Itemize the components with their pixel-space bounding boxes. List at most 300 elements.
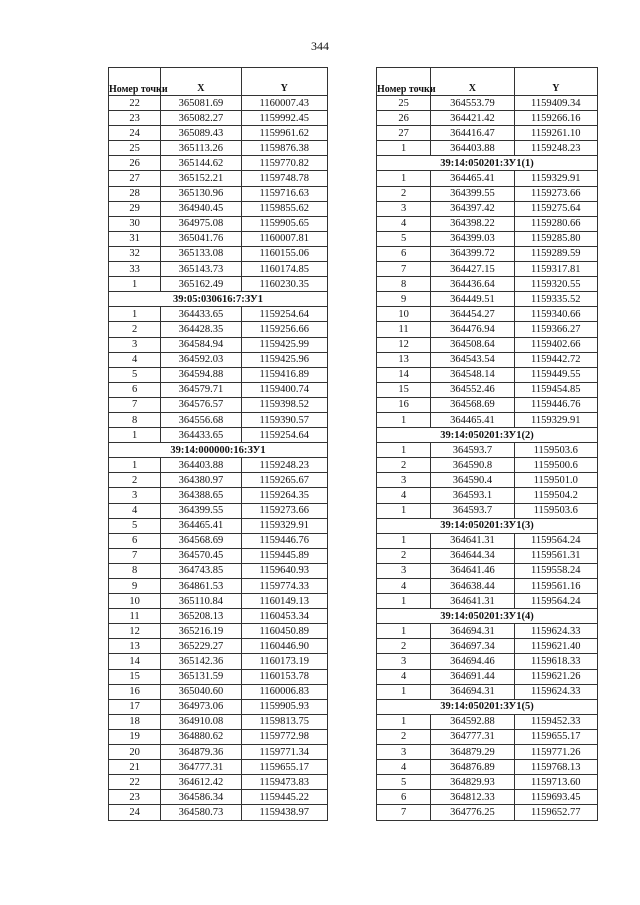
point-number-cell: 28 [109,186,161,201]
y-coordinate-cell: 1159425.99 [241,337,327,352]
x-coordinate-cell: 364638.44 [431,579,514,594]
x-coordinate-cell: 364454.27 [431,307,514,322]
point-number-cell: 2 [377,548,431,563]
x-coordinate-cell: 364777.31 [161,760,241,775]
table-row [377,141,598,156]
y-coordinate-cell: 1159561.16 [514,579,597,594]
x-coordinate-cell: 364543.54 [431,352,514,367]
table-row [109,790,328,805]
point-number-cell: 13 [377,352,431,367]
point-number-cell: 2 [377,186,431,201]
y-coordinate-cell: 1159813.75 [241,714,327,729]
table-row [377,126,598,141]
x-coordinate-cell: 364593.1 [431,488,514,503]
y-coordinate-cell: 1159500.6 [514,458,597,473]
table-row [109,609,328,624]
y-coordinate-cell: 1159655.17 [514,729,597,744]
x-coordinate-cell: 365082.27 [161,111,241,126]
point-number-cell: 13 [109,639,161,654]
x-coordinate-cell: 364743.85 [161,563,241,578]
point-number-cell: 27 [109,171,161,186]
table-row [377,729,598,744]
y-coordinate-cell: 1159425.96 [241,352,327,367]
parcel-section-title: 39:14:000000:16:ЗУ1 [109,443,328,458]
table-row [377,473,598,488]
y-coordinate-cell: 1159400.74 [241,382,327,397]
y-coordinate-cell: 1159992.45 [241,111,327,126]
table-row [377,352,598,367]
x-coordinate-cell: 364861.53 [161,579,241,594]
table-header-row [377,68,598,96]
x-coordinate-cell: 364593.7 [431,503,514,518]
y-coordinate-cell: 1159855.62 [241,201,327,216]
x-coordinate-cell: 364403.88 [431,141,514,156]
point-number-cell: 1 [109,458,161,473]
y-coordinate-cell: 1160230.35 [241,277,327,292]
point-number-cell: 20 [109,745,161,760]
table-row [109,729,328,744]
table-row [109,579,328,594]
point-number-cell: 4 [377,216,431,231]
table-row [377,412,598,427]
x-coordinate-cell: 364641.46 [431,563,514,578]
x-coordinate-cell: 364433.65 [161,307,241,322]
y-coordinate-cell: 1159273.66 [241,503,327,518]
x-coordinate-cell: 364879.29 [431,745,514,760]
header-point-number: Номер точки [109,68,161,96]
x-coordinate-cell: 364428.35 [161,322,241,337]
point-number-cell: 32 [109,246,161,261]
y-coordinate-cell: 1160173.19 [241,654,327,669]
point-number-cell: 24 [109,805,161,820]
point-number-cell: 7 [109,548,161,563]
table-row [109,397,328,412]
y-coordinate-cell: 1160174.85 [241,262,327,277]
point-number-cell: 3 [377,201,431,216]
point-number-cell: 31 [109,231,161,246]
point-number-cell: 17 [109,699,161,714]
y-coordinate-cell: 1159329.91 [514,171,597,186]
parcel-section-title: 39:14:050201:ЗУ1(2) [377,428,598,443]
point-number-cell: 11 [109,609,161,624]
x-coordinate-cell: 364568.69 [431,397,514,412]
x-coordinate-cell: 364476.94 [431,322,514,337]
table-row [377,337,598,352]
table-row [109,352,328,367]
x-coordinate-cell: 365130.96 [161,186,241,201]
table-row [109,246,328,261]
y-coordinate-cell: 1159261.10 [514,126,597,141]
x-coordinate-cell: 365162.49 [161,277,241,292]
table-row [109,126,328,141]
table-row [109,412,328,427]
table-row [377,745,598,760]
table-row [377,201,598,216]
y-coordinate-cell: 1159320.55 [514,277,597,292]
y-coordinate-cell: 1159445.89 [241,548,327,563]
y-coordinate-cell: 1159504.2 [514,488,597,503]
point-number-cell: 7 [109,397,161,412]
x-coordinate-cell: 364593.7 [431,443,514,458]
table-row [377,382,598,397]
header-y: Y [514,68,597,96]
x-coordinate-cell: 364590.8 [431,458,514,473]
point-number-cell: 1 [377,503,431,518]
table-row [377,503,598,518]
point-number-cell: 5 [109,518,161,533]
y-coordinate-cell: 1159503.6 [514,443,597,458]
point-number-cell: 4 [377,488,431,503]
point-number-cell: 23 [109,111,161,126]
y-coordinate-cell: 1159652.77 [514,805,597,820]
table-row [377,443,598,458]
point-number-cell: 22 [109,96,161,111]
point-number-cell: 4 [377,579,431,594]
y-coordinate-cell: 1159416.89 [241,367,327,382]
point-number-cell: 24 [109,126,161,141]
table-row [109,488,328,503]
y-coordinate-cell: 1159264.35 [241,488,327,503]
table-row [377,548,598,563]
table-row [109,669,328,684]
x-coordinate-cell: 364694.46 [431,654,514,669]
table-row [377,458,598,473]
x-coordinate-cell: 365110.84 [161,594,241,609]
table-row [109,684,328,699]
y-coordinate-cell: 1159329.91 [514,412,597,427]
table-row [377,533,598,548]
y-coordinate-cell: 1159452.33 [514,714,597,729]
y-coordinate-cell: 1159280.66 [514,216,597,231]
y-coordinate-cell: 1160155.06 [241,246,327,261]
point-number-cell: 16 [109,684,161,699]
parcel-section-title: 39:05:030616:7:ЗУ1 [109,292,328,307]
x-coordinate-cell: 364694.31 [431,624,514,639]
y-coordinate-cell: 1159558.24 [514,563,597,578]
point-number-cell: 25 [109,141,161,156]
table-row [109,186,328,201]
point-number-cell: 6 [109,533,161,548]
x-coordinate-cell: 364876.89 [431,760,514,775]
point-number-cell: 9 [109,579,161,594]
x-coordinate-cell: 364552.46 [431,382,514,397]
y-coordinate-cell: 1159454.85 [514,382,597,397]
point-number-cell: 11 [377,322,431,337]
point-number-cell: 8 [109,412,161,427]
table-row [377,111,598,126]
y-coordinate-cell: 1159398.52 [241,397,327,412]
point-number-cell: 19 [109,729,161,744]
table-row [109,171,328,186]
y-coordinate-cell: 1159693.45 [514,790,597,805]
y-coordinate-cell: 1159273.66 [514,186,597,201]
y-coordinate-cell: 1159266.16 [514,111,597,126]
section-row [109,292,328,307]
x-coordinate-cell: 365208.13 [161,609,241,624]
point-number-cell: 14 [109,654,161,669]
y-coordinate-cell: 1159621.26 [514,669,597,684]
x-coordinate-cell: 364594.88 [161,367,241,382]
table-header-row [109,68,328,96]
section-row [377,609,598,624]
header-x: X [161,68,241,96]
y-coordinate-cell: 1159716.63 [241,186,327,201]
table-row [377,397,598,412]
point-number-cell: 3 [377,745,431,760]
x-coordinate-cell: 364641.31 [431,533,514,548]
table-row [109,775,328,790]
table-row [109,262,328,277]
x-coordinate-cell: 364612.42 [161,775,241,790]
x-coordinate-cell: 364644.34 [431,548,514,563]
parcel-section-title: 39:14:050201:ЗУ1(4) [377,609,598,624]
table-row [109,277,328,292]
x-coordinate-cell: 365081.69 [161,96,241,111]
table-row [109,141,328,156]
y-coordinate-cell: 1159409.34 [514,96,597,111]
table-row [109,382,328,397]
y-coordinate-cell: 1159275.64 [514,201,597,216]
section-row [109,443,328,458]
table-row [377,775,598,790]
page-number: 344 [311,39,329,53]
x-coordinate-cell: 364641.31 [431,594,514,609]
y-coordinate-cell: 1160007.43 [241,96,327,111]
y-coordinate-cell: 1159772.98 [241,729,327,744]
x-coordinate-cell: 364397.42 [431,201,514,216]
table-row [109,473,328,488]
point-number-cell: 2 [377,729,431,744]
y-coordinate-cell: 1159438.97 [241,805,327,820]
x-coordinate-cell: 364940.45 [161,201,241,216]
point-number-cell: 33 [109,262,161,277]
point-number-cell: 2 [109,473,161,488]
y-coordinate-cell: 1159503.6 [514,503,597,518]
x-coordinate-cell: 365113.26 [161,141,241,156]
point-number-cell: 8 [109,563,161,578]
x-coordinate-cell: 364586.34 [161,790,241,805]
y-coordinate-cell: 1159748.78 [241,171,327,186]
x-coordinate-cell: 364380.97 [161,473,241,488]
y-coordinate-cell: 1159442.72 [514,352,597,367]
y-coordinate-cell: 1159285.80 [514,231,597,246]
y-coordinate-cell: 1160006.83 [241,684,327,699]
y-coordinate-cell: 1160446.90 [241,639,327,654]
point-number-cell: 16 [377,397,431,412]
y-coordinate-cell: 1160007.81 [241,231,327,246]
x-coordinate-cell: 364697.34 [431,639,514,654]
parcel-section-title: 39:14:050201:ЗУ1(1) [377,156,598,171]
x-coordinate-cell: 364398.22 [431,216,514,231]
y-coordinate-cell: 1159449.55 [514,367,597,382]
x-coordinate-cell: 365133.08 [161,246,241,261]
parcel-section-title: 39:14:050201:ЗУ1(5) [377,699,598,714]
x-coordinate-cell: 364777.31 [431,729,514,744]
point-number-cell: 1 [109,277,161,292]
table-row [109,533,328,548]
point-number-cell: 6 [109,382,161,397]
table-row [109,307,328,322]
table-row [377,790,598,805]
y-coordinate-cell: 1159564.24 [514,533,597,548]
point-number-cell: 1 [109,428,161,443]
y-coordinate-cell: 1159768.13 [514,760,597,775]
table-row [109,548,328,563]
table-row [377,760,598,775]
table-row [109,805,328,820]
header-y: Y [241,68,327,96]
point-number-cell: 25 [377,96,431,111]
point-number-cell: 1 [377,624,431,639]
x-coordinate-cell: 364388.65 [161,488,241,503]
y-coordinate-cell: 1159329.91 [241,518,327,533]
x-coordinate-cell: 365144.62 [161,156,241,171]
x-coordinate-cell: 364416.47 [431,126,514,141]
table-row [377,639,598,654]
y-coordinate-cell: 1159621.40 [514,639,597,654]
x-coordinate-cell: 364403.88 [161,458,241,473]
table-row [377,231,598,246]
y-coordinate-cell: 1159390.57 [241,412,327,427]
x-coordinate-cell: 364691.44 [431,669,514,684]
x-coordinate-cell: 365040.60 [161,684,241,699]
y-coordinate-cell: 1159961.62 [241,126,327,141]
point-number-cell: 1 [377,443,431,458]
point-number-cell: 1 [377,412,431,427]
y-coordinate-cell: 1159445.22 [241,790,327,805]
y-coordinate-cell: 1159340.66 [514,307,597,322]
point-number-cell: 4 [109,352,161,367]
point-number-cell: 1 [377,171,431,186]
x-coordinate-cell: 364436.64 [431,277,514,292]
x-coordinate-cell: 364592.88 [431,714,514,729]
y-coordinate-cell: 1159256.66 [241,322,327,337]
x-coordinate-cell: 364399.55 [431,186,514,201]
x-coordinate-cell: 364433.65 [161,428,241,443]
x-coordinate-cell: 364553.79 [431,96,514,111]
table-row [109,624,328,639]
x-coordinate-cell: 365152.21 [161,171,241,186]
x-coordinate-cell: 364580.73 [161,805,241,820]
x-coordinate-cell: 364399.03 [431,231,514,246]
point-number-cell: 1 [377,684,431,699]
x-coordinate-cell: 365143.73 [161,262,241,277]
table-row [109,96,328,111]
point-number-cell: 1 [377,714,431,729]
y-coordinate-cell: 1159564.24 [514,594,597,609]
point-number-cell: 5 [109,367,161,382]
point-number-cell: 4 [109,503,161,518]
x-coordinate-cell: 364694.31 [431,684,514,699]
parcel-section-title: 39:14:050201:ЗУ1(3) [377,518,598,533]
y-coordinate-cell: 1159446.76 [514,397,597,412]
table-row [377,669,598,684]
point-number-cell: 6 [377,790,431,805]
table-row [377,322,598,337]
y-coordinate-cell: 1159446.76 [241,533,327,548]
y-coordinate-cell: 1160453.34 [241,609,327,624]
x-coordinate-cell: 364508.64 [431,337,514,352]
y-coordinate-cell: 1159501.0 [514,473,597,488]
table-row [377,216,598,231]
y-coordinate-cell: 1159366.27 [514,322,597,337]
table-row [377,805,598,820]
point-number-cell: 3 [109,488,161,503]
point-number-cell: 3 [377,654,431,669]
y-coordinate-cell: 1159771.26 [514,745,597,760]
table-row [377,367,598,382]
header-point-number: Номер точки [377,68,431,96]
point-number-cell: 26 [377,111,431,126]
point-number-cell: 12 [109,624,161,639]
x-coordinate-cell: 364910.08 [161,714,241,729]
x-coordinate-cell: 364584.94 [161,337,241,352]
point-number-cell: 29 [109,201,161,216]
x-coordinate-cell: 364579.71 [161,382,241,397]
point-number-cell: 26 [109,156,161,171]
y-coordinate-cell: 1159640.93 [241,563,327,578]
x-coordinate-cell: 364879.36 [161,745,241,760]
x-coordinate-cell: 364465.41 [431,412,514,427]
x-coordinate-cell: 365216.19 [161,624,241,639]
x-coordinate-cell: 364427.15 [431,262,514,277]
table-row [109,503,328,518]
y-coordinate-cell: 1160149.13 [241,594,327,609]
table-row [377,624,598,639]
point-number-cell: 2 [377,639,431,654]
coordinates-table-left [108,67,328,821]
x-coordinate-cell: 364975.08 [161,216,241,231]
table-row [377,307,598,322]
y-coordinate-cell: 1159771.34 [241,745,327,760]
point-number-cell: 3 [109,337,161,352]
x-coordinate-cell: 365041.76 [161,231,241,246]
table-row [109,322,328,337]
coordinates-table-right [376,67,598,821]
x-coordinate-cell: 364829.93 [431,775,514,790]
y-coordinate-cell: 1159254.64 [241,307,327,322]
table-row [109,654,328,669]
y-coordinate-cell: 1160450.89 [241,624,327,639]
section-row [377,428,598,443]
table-row [109,760,328,775]
table-row [109,428,328,443]
table-row [109,111,328,126]
point-number-cell: 14 [377,367,431,382]
table-row [109,337,328,352]
point-number-cell: 5 [377,231,431,246]
point-number-cell: 10 [109,594,161,609]
point-number-cell: 7 [377,805,431,820]
table-row [377,277,598,292]
y-coordinate-cell: 1159473.83 [241,775,327,790]
table-row [377,579,598,594]
y-coordinate-cell: 1160153.78 [241,669,327,684]
table-row [377,262,598,277]
point-number-cell: 18 [109,714,161,729]
point-number-cell: 2 [377,458,431,473]
table-row [377,714,598,729]
table-row [109,156,328,171]
y-coordinate-cell: 1159655.17 [241,760,327,775]
section-row [377,518,598,533]
table-row [377,171,598,186]
point-number-cell: 4 [377,760,431,775]
table-row [377,488,598,503]
table-row [377,654,598,669]
x-coordinate-cell: 364465.41 [161,518,241,533]
table-row [109,714,328,729]
